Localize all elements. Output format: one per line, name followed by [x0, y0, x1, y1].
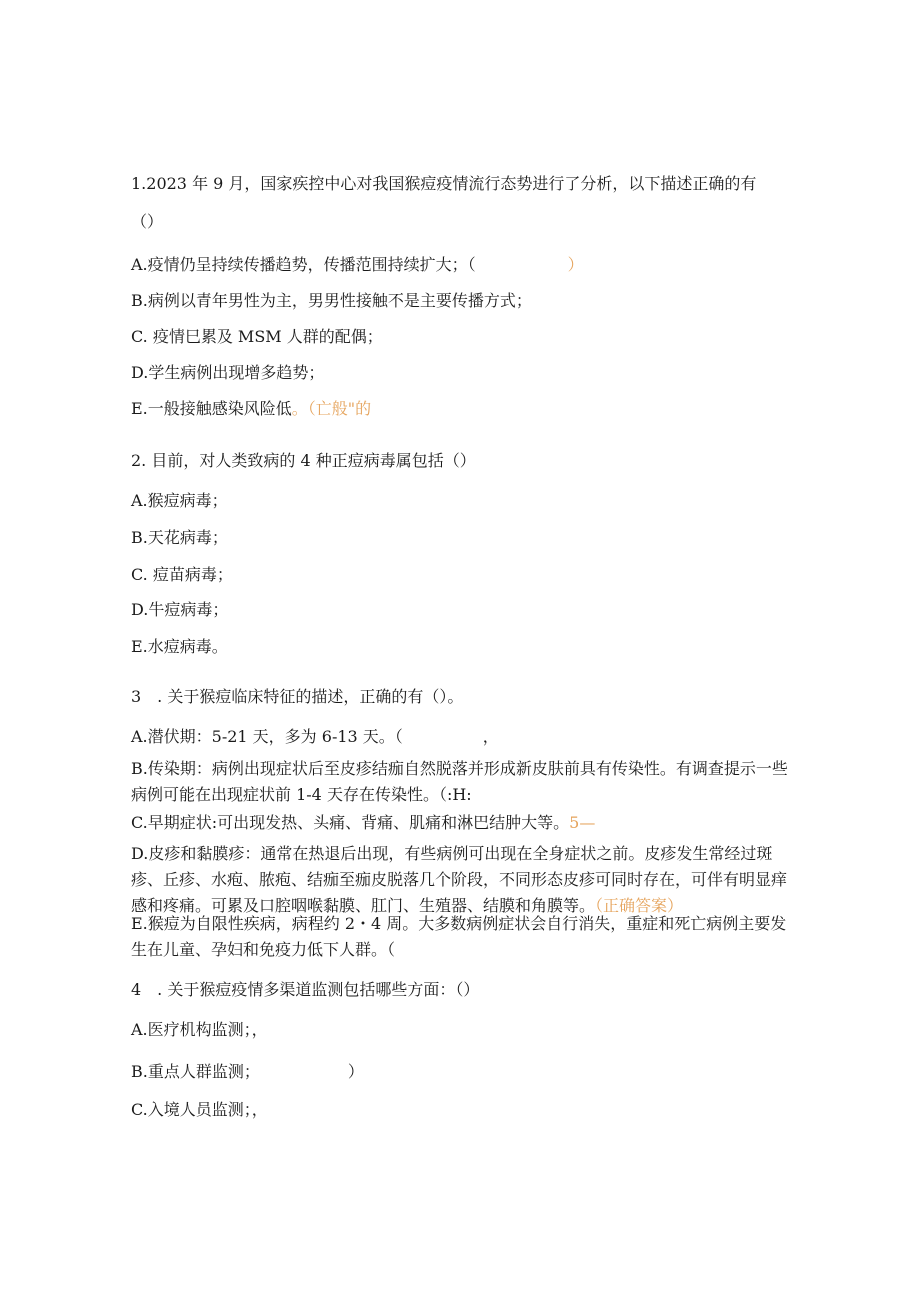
q3-option-b: B.传染期：病例出现症状后至皮疹结痂自然脱落并形成新皮肤前具有传染性。有调查提示一些病例可能在出现症状前 1-4 天存在传染性。（:H: [131, 759, 788, 804]
q4-option-c: C.入境人员监测；， [131, 1100, 268, 1119]
q1-option-e-mark: 。（亡般"的 [291, 399, 372, 418]
q3-option-c-mark: 5— [569, 813, 596, 832]
q1-stem-line1: 1.2023 年 9 月，国家疾控中心对我国猴痘疫情流行态势进行了分析，以下描述正确的有 [131, 174, 757, 193]
q4-option-a: A.医疗机构监测；， [131, 1020, 268, 1039]
q2-option-b: B.天花病毒； [131, 528, 228, 547]
q3-option-d [131, 841, 791, 919]
q3-option-e: E.猴痘为自限性疾病，病程约 2・4 周。大多数病例症状会自行消失，重症和死亡病例主要发生在儿童、孕妇和免疫力低下人群。（ [131, 914, 787, 959]
q3-stem: 3 . 关于猴痘临床特征的描述，正确的有（）。 [131, 687, 464, 706]
q1-stem-line2: （） [131, 212, 164, 231]
q1-option-e-text: E.一般接触感染风险低 [131, 399, 292, 418]
q3-option-c [131, 813, 595, 833]
q1-option-c: C. 疫情巳累及 MSM 人群的配偶； [131, 327, 383, 346]
q1-option-a-mark: ） [567, 255, 584, 274]
q1-option-d: D.学生病例出现增多趋势； [131, 363, 325, 382]
q3-option-d-text: D.皮疹和黏膜疹：通常在热退后出现，有些病例可出现在全身症状之前。皮疹发生常经过斑疹、丘疹、水疱、脓疱、结痂至痂皮脱落几个阶段，不同形态皮疹可同时存在，可伴有明显痒感和疼痛。可累及口腔咽喉黏膜、肛门、生殖器、结膜和角膜等。 [131, 844, 788, 915]
q3-option-c-text: C.早期症状:可出现发热、头痛、背痛、肌痛和淋巴结肿大等。 [131, 813, 570, 832]
q1-option-b: B.病例以青年男性为主，男男性接触不是主要传播方式； [131, 291, 532, 310]
q1-option-e [131, 399, 371, 419]
q2-stem: 2. 目前，对人类致病的 4 种正痘病毒属包括（） [131, 451, 476, 470]
q2-option-c: C. 痘苗病毒； [131, 565, 233, 584]
q3-option-a: A.潜伏期：5-21 天，多为 6-13 天。（ ， [131, 727, 499, 746]
q4-stem: 4 . 关于猴痘疫情多渠道监测包括哪些方面：（） [131, 980, 480, 999]
q2-option-e: E.水痘病毒。 [131, 637, 228, 656]
q2-option-a: A.猴痘病毒； [131, 491, 228, 510]
q2-option-d: D.牛痘病毒； [131, 600, 229, 619]
q3-option-d-mark: （正确答案） [595, 896, 684, 915]
q1-option-a-text: A.疫情仍呈持续传播趋势，传播范围持续扩大；（ [131, 255, 476, 274]
q4-option-b: B.重点人群监测； ） [131, 1062, 364, 1081]
q1-option-a [131, 255, 584, 275]
